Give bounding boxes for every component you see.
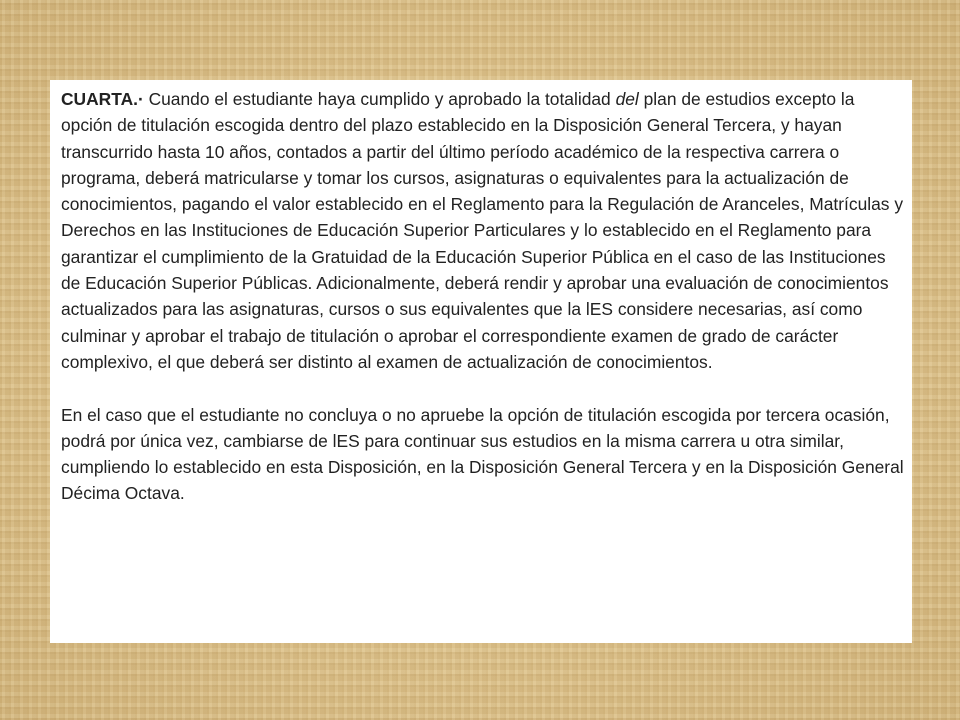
paragraph-text-part: plan de estudios excepto la opción de titulación escogida dentro del plazo establecido en la Disposición General Tercera, y hayan transcurrido hasta 10 años, contados a partir del último período académico de la respectiva carrera o programa, deberá matricularse y tomar los cursos, asignaturas o equivalentes para la actualización de conocimientos, pagando el valor establecido en el Reglamento para la Regulación de Aranceles, Matrículas y Derechos en las Instituciones de Educación Superior Particulares y lo establecido en el Reglamento para garantizar el cumplimiento de la Gratuidad de la Educación Superior Pública en el caso de las Instituciones de Educación Superior Públicas. Adicionalmente, deberá rendir y aprobar una evaluación de conocimientos actualizados para las asignaturas, cursos o sus equivalentes que la lES considere necesarias, así como culminar y aprobar el trabajo de titulación o aprobar el correspondiente examen de grado de carácter complexivo, el que deberá ser distinto al examen de actualización de conocimientos. (61, 89, 904, 372)
paragraph-second: En el caso que el estudiante no concluya o no apruebe la opción de titulación escogida por tercera ocasión, podrá por única vez, cambiarse de lES para continuar sus estudios en la misma carrera u otra similar, cumpliendo lo establecido en esta Disposición, en la Disposición General Tercera y en la Disposición General Décima Octava. (61, 404, 904, 504)
text-panel (50, 80, 912, 643)
clause-heading: CUARTA.· (61, 89, 144, 109)
paragraph-text-part: Cuando el estudiante haya cumplido y aprobado la totalidad (143, 89, 616, 109)
italic-word: del (615, 89, 639, 109)
paragraph-cuarta (61, 86, 904, 375)
